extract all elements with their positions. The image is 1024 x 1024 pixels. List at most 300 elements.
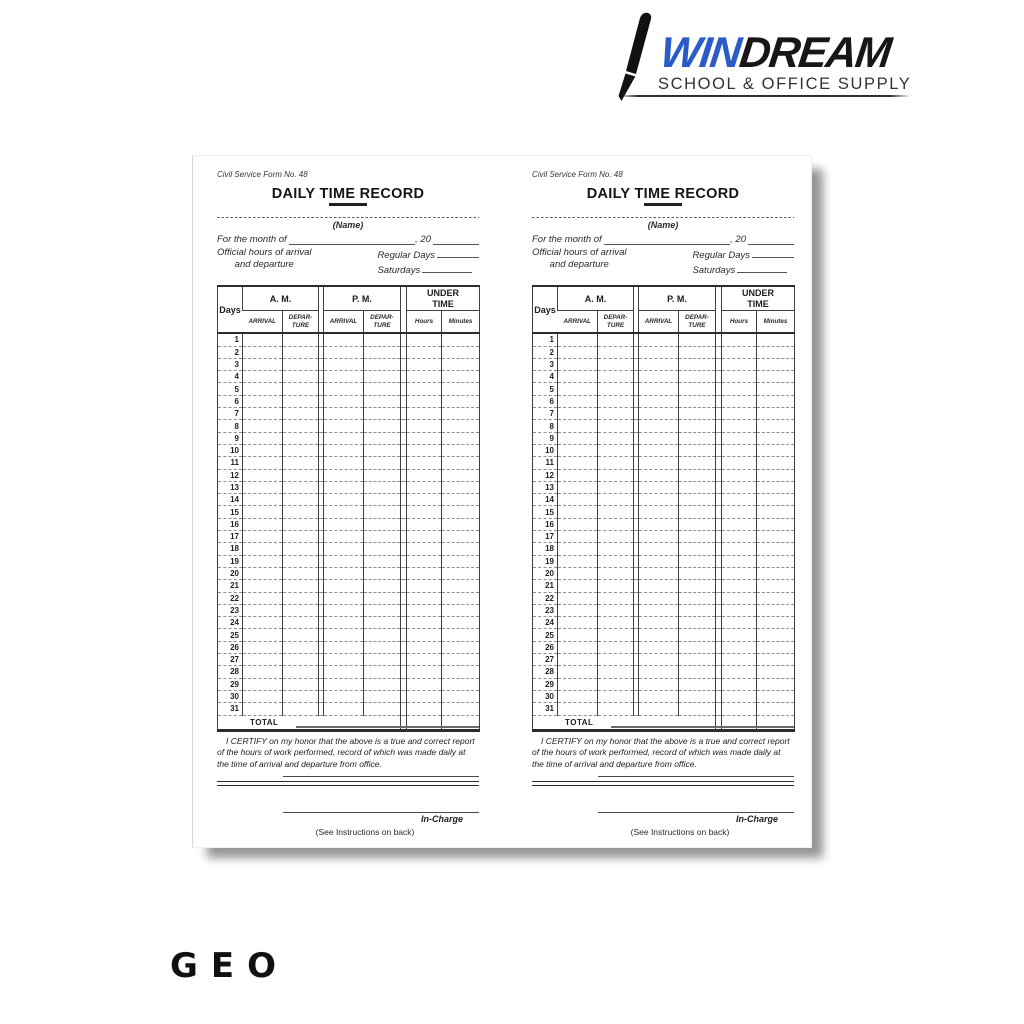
am-arrival-cell — [558, 469, 598, 481]
day-number-cell: 28 — [218, 666, 243, 678]
undertime-minutes-cell — [757, 592, 795, 604]
undertime-hours-cell — [407, 580, 442, 592]
form-number: Civil Service Form No. 48 — [217, 170, 308, 179]
day-row — [533, 617, 795, 629]
undertime-hours-cell — [722, 481, 757, 493]
undertime-hours-cell — [407, 420, 442, 432]
day-row — [533, 518, 795, 530]
pm-arrival-cell — [639, 506, 679, 518]
day-number-cell: 2 — [218, 346, 243, 358]
am-departure-cell — [283, 395, 319, 407]
name-dashed-rule — [217, 217, 479, 219]
pm-arrival-cell — [639, 395, 679, 407]
pm-departure-cell — [679, 580, 716, 592]
pm-departure-cell — [679, 518, 716, 530]
pm-arrival-cell — [324, 678, 364, 690]
day-row — [218, 555, 480, 567]
official-hours-line1: Official hours of arrival — [532, 247, 627, 259]
undertime-hours-cell — [722, 432, 757, 444]
certification-text: I CERTIFY on my honor that the above is a true and correct report of the hours of work performed, record of which was made daily at the time of arrival and departure from office. — [217, 735, 475, 769]
day-number-cell: 22 — [218, 592, 243, 604]
undertime-minutes-cell — [442, 346, 480, 358]
day-row — [218, 481, 480, 493]
time-record-table — [532, 285, 795, 731]
day-row — [533, 666, 795, 678]
year-blank-line — [748, 234, 794, 245]
pm-departure-cell — [679, 703, 716, 715]
pm-arrival-cell — [324, 371, 364, 383]
am-arrival-cell — [558, 703, 598, 715]
am-departure-cell — [283, 420, 319, 432]
pm-arrival-header: ARRIVAL — [639, 311, 679, 334]
day-number-cell: 16 — [218, 518, 243, 530]
official-hours-block — [217, 247, 479, 277]
undertime-hours-cell — [722, 654, 757, 666]
total-hours-cell — [722, 715, 757, 730]
undertime-hours-cell — [722, 469, 757, 481]
pm-arrival-cell — [324, 604, 364, 616]
am-arrival-cell — [243, 641, 283, 653]
pm-departure-cell — [364, 371, 401, 383]
pm-departure-cell — [364, 346, 401, 358]
pm-arrival-cell — [639, 617, 679, 629]
pm-arrival-cell — [324, 592, 364, 604]
day-number-cell: 4 — [218, 371, 243, 383]
day-rows — [533, 333, 795, 715]
dtr-form — [532, 170, 794, 837]
am-arrival-cell — [243, 654, 283, 666]
pm-arrival-cell — [639, 580, 679, 592]
undertime-hours-cell — [407, 358, 442, 370]
am-arrival-cell — [558, 592, 598, 604]
am-departure-cell — [283, 580, 319, 592]
pm-departure-cell — [364, 383, 401, 395]
day-row — [218, 346, 480, 358]
saturdays-blank — [422, 262, 472, 273]
table-group-header-row — [218, 286, 480, 311]
month-blank-line — [604, 234, 730, 245]
undertime-hours-cell — [407, 641, 442, 653]
am-arrival-cell — [243, 358, 283, 370]
day-number-cell: 10 — [218, 444, 243, 456]
day-row — [218, 494, 480, 506]
signature-line — [598, 776, 795, 777]
undertime-minutes-cell — [442, 333, 480, 346]
undertime-minutes-cell — [442, 494, 480, 506]
total-minutes-cell — [757, 715, 795, 730]
brand-tagline: SCHOOL & OFFICE SUPPLY — [658, 75, 912, 93]
day-number-cell: 21 — [218, 580, 243, 592]
undertime-minutes-cell — [757, 444, 795, 456]
pm-arrival-cell — [639, 358, 679, 370]
day-row — [218, 469, 480, 481]
pm-departure-header: DEPAR- TURE — [364, 311, 401, 334]
am-departure-cell — [598, 383, 634, 395]
undertime-minutes-cell — [442, 617, 480, 629]
table-sub-header-row — [218, 311, 480, 334]
pm-departure-cell — [364, 432, 401, 444]
am-departure-cell — [598, 592, 634, 604]
minutes-header: Minutes — [757, 311, 795, 334]
am-arrival-cell — [243, 494, 283, 506]
am-arrival-cell — [558, 629, 598, 641]
undertime-hours-cell — [407, 506, 442, 518]
am-arrival-cell — [558, 543, 598, 555]
pm-arrival-cell — [324, 531, 364, 543]
am-departure-cell — [283, 408, 319, 420]
am-arrival-header: ARRIVAL — [248, 317, 277, 325]
am-departure-cell — [598, 358, 634, 370]
undertime-minutes-cell — [442, 358, 480, 370]
pm-departure-cell — [364, 629, 401, 641]
in-charge-signature-line — [598, 812, 795, 813]
day-row — [218, 580, 480, 592]
am-arrival-cell — [558, 666, 598, 678]
am-arrival-cell — [558, 358, 598, 370]
official-hours-line1: Official hours of arrival — [217, 247, 312, 259]
day-number-cell: 7 — [218, 408, 243, 420]
am-arrival-cell — [558, 481, 598, 493]
am-arrival-cell — [243, 371, 283, 383]
day-number-cell: 19 — [533, 555, 558, 567]
am-arrival-cell — [243, 333, 283, 346]
day-row — [218, 592, 480, 604]
am-arrival-cell — [558, 408, 598, 420]
saturdays-line — [692, 262, 794, 277]
undertime-header: UNDER TIME — [407, 286, 480, 311]
am-departure-cell — [598, 567, 634, 579]
day-row — [218, 703, 480, 715]
pm-departure-cell — [679, 346, 716, 358]
day-number-cell: 3 — [218, 358, 243, 370]
pm-arrival-cell — [324, 641, 364, 653]
pm-arrival-cell — [324, 358, 364, 370]
pm-departure-cell — [364, 444, 401, 456]
day-row — [533, 678, 795, 690]
pm-departure-cell — [679, 617, 716, 629]
pm-departure-header: DEPAR- TURE — [679, 311, 716, 334]
undertime-minutes-cell — [757, 543, 795, 555]
day-row — [218, 457, 480, 469]
undertime-minutes-cell — [442, 604, 480, 616]
saturdays-label: Saturdays — [377, 265, 421, 277]
month-line — [532, 233, 794, 245]
undertime-minutes-cell — [757, 580, 795, 592]
month-label: For the month of — [217, 234, 287, 246]
undertime-minutes-cell — [757, 457, 795, 469]
day-row — [218, 617, 480, 629]
day-number-cell: 31 — [218, 703, 243, 715]
pm-arrival-cell — [324, 408, 364, 420]
am-arrival-cell — [243, 543, 283, 555]
am-departure-cell — [598, 555, 634, 567]
undertime-minutes-cell — [757, 666, 795, 678]
am-departure-cell — [598, 481, 634, 493]
am-arrival-cell — [243, 617, 283, 629]
undertime-hours-cell — [407, 371, 442, 383]
undertime-hours-cell — [407, 666, 442, 678]
undertime-hours-cell — [722, 641, 757, 653]
day-row — [218, 395, 480, 407]
am-departure-cell — [598, 531, 634, 543]
day-row — [218, 543, 480, 555]
undertime-hours-cell — [722, 580, 757, 592]
undertime-minutes-cell — [442, 395, 480, 407]
day-number-cell: 2 — [533, 346, 558, 358]
pm-departure-cell — [679, 592, 716, 604]
day-row — [218, 531, 480, 543]
pm-departure-cell — [679, 481, 716, 493]
undertime-hours-cell — [722, 567, 757, 579]
day-row — [218, 629, 480, 641]
am-departure-cell — [283, 531, 319, 543]
day-row — [218, 518, 480, 530]
undertime-minutes-cell — [442, 469, 480, 481]
undertime-hours-cell — [722, 678, 757, 690]
day-row — [533, 481, 795, 493]
day-number-cell: 9 — [218, 432, 243, 444]
undertime-minutes-cell — [442, 481, 480, 493]
undertime-minutes-cell — [442, 592, 480, 604]
am-departure-cell — [598, 346, 634, 358]
undertime-hours-cell — [722, 543, 757, 555]
table-sub-header-row — [533, 311, 795, 334]
day-number-cell: 6 — [533, 395, 558, 407]
day-row — [218, 690, 480, 702]
day-row — [533, 506, 795, 518]
undertime-hours-cell — [722, 494, 757, 506]
pm-arrival-cell — [324, 567, 364, 579]
am-arrival-cell — [558, 457, 598, 469]
day-number-cell: 28 — [533, 666, 558, 678]
am-departure-cell — [283, 567, 319, 579]
pm-arrival-cell — [639, 666, 679, 678]
year-prefix: , 20 — [730, 234, 746, 246]
am-departure-cell — [598, 469, 634, 481]
dtr-form-sheet — [192, 155, 812, 848]
day-number-cell: 13 — [533, 481, 558, 493]
undertime-minutes-cell — [442, 420, 480, 432]
pm-departure-cell — [364, 567, 401, 579]
pm-arrival-cell — [639, 654, 679, 666]
am-departure-cell — [598, 371, 634, 383]
am-departure-cell — [598, 518, 634, 530]
undertime-minutes-cell — [442, 457, 480, 469]
am-arrival-cell — [243, 457, 283, 469]
day-number-cell: 24 — [218, 617, 243, 629]
undertime-header: UNDER TIME — [722, 286, 795, 311]
pm-arrival-cell — [324, 518, 364, 530]
undertime-hours-cell — [407, 531, 442, 543]
undertime-hours-cell — [407, 592, 442, 604]
day-number-cell: 8 — [218, 420, 243, 432]
day-number-cell: 4 — [533, 371, 558, 383]
am-arrival-cell — [558, 531, 598, 543]
undertime-minutes-cell — [757, 641, 795, 653]
name-dashed-rule — [532, 217, 794, 219]
form-number: Civil Service Form No. 48 — [532, 170, 623, 179]
hours-header: Hours — [722, 311, 757, 334]
day-row — [218, 654, 480, 666]
form-title: DAILY TIME RECORD — [586, 186, 740, 202]
undertime-minutes-cell — [757, 420, 795, 432]
days-header: Days — [218, 286, 243, 333]
am-departure-cell — [283, 481, 319, 493]
day-number-cell: 22 — [533, 592, 558, 604]
day-number-cell: 9 — [533, 432, 558, 444]
undertime-hours-cell — [407, 703, 442, 715]
undertime-hours-cell — [407, 518, 442, 530]
undertime-hours-cell — [722, 592, 757, 604]
day-row — [533, 408, 795, 420]
am-arrival-cell — [243, 604, 283, 616]
pm-departure-cell — [364, 641, 401, 653]
day-row — [218, 333, 480, 346]
day-row — [218, 444, 480, 456]
pm-arrival-cell — [324, 580, 364, 592]
day-row — [533, 383, 795, 395]
undertime-hours-cell — [407, 678, 442, 690]
am-departure-cell — [283, 346, 319, 358]
official-hours-line2: and departure — [234, 259, 294, 271]
undertime-minutes-cell — [757, 494, 795, 506]
title-underline — [644, 203, 682, 206]
day-row — [533, 395, 795, 407]
day-number-cell: 12 — [533, 469, 558, 481]
pm-departure-cell — [364, 420, 401, 432]
day-number-cell: 27 — [218, 654, 243, 666]
am-arrival-cell — [558, 420, 598, 432]
regular-days-line — [377, 247, 479, 262]
table-group-header-row — [533, 286, 795, 311]
am-departure-cell — [283, 371, 319, 383]
pm-departure-cell — [364, 580, 401, 592]
am-arrival-cell — [243, 444, 283, 456]
am-header: A. M. — [243, 286, 319, 311]
am-arrival-cell — [558, 678, 598, 690]
pm-departure-cell — [364, 543, 401, 555]
undertime-minutes-cell — [757, 654, 795, 666]
total-underline — [296, 726, 479, 728]
pm-arrival-cell — [324, 654, 364, 666]
undertime-hours-cell — [407, 494, 442, 506]
am-departure-cell — [283, 690, 319, 702]
day-row — [533, 580, 795, 592]
signature-line — [283, 776, 480, 777]
day-row — [533, 346, 795, 358]
pm-departure-cell — [679, 690, 716, 702]
undertime-hours-cell — [407, 346, 442, 358]
pm-departure-cell — [679, 654, 716, 666]
undertime-hours-cell — [722, 690, 757, 702]
day-row — [218, 371, 480, 383]
pm-departure-cell — [364, 494, 401, 506]
pm-departure-cell — [364, 395, 401, 407]
am-departure-cell — [598, 666, 634, 678]
day-number-cell: 25 — [218, 629, 243, 641]
am-departure-cell — [283, 592, 319, 604]
am-departure-cell — [283, 654, 319, 666]
table-wrap — [532, 285, 794, 731]
pm-departure-cell — [679, 408, 716, 420]
undertime-hours-cell — [722, 333, 757, 346]
time-record-table — [217, 285, 480, 731]
day-row — [533, 592, 795, 604]
am-arrival-cell — [243, 592, 283, 604]
pm-arrival-cell — [639, 383, 679, 395]
am-departure-header: DEPAR- TURE — [283, 311, 319, 334]
day-row — [533, 494, 795, 506]
undertime-minutes-cell — [442, 432, 480, 444]
pm-departure-cell — [364, 703, 401, 715]
am-departure-cell — [283, 555, 319, 567]
day-row — [218, 506, 480, 518]
day-number-cell: 13 — [218, 481, 243, 493]
pm-arrival-cell — [639, 592, 679, 604]
pm-arrival-cell — [639, 432, 679, 444]
pen-icon — [614, 12, 658, 104]
brand-wordmark — [657, 29, 912, 94]
divider-rule — [532, 781, 794, 786]
am-arrival-cell — [243, 383, 283, 395]
pm-departure-cell — [679, 444, 716, 456]
day-row — [218, 408, 480, 420]
undertime-hours-cell — [407, 654, 442, 666]
undertime-minutes-cell — [442, 408, 480, 420]
day-row — [533, 654, 795, 666]
day-number-cell: 29 — [533, 678, 558, 690]
am-departure-cell — [283, 617, 319, 629]
undertime-hours-cell — [407, 690, 442, 702]
undertime-minutes-cell — [442, 580, 480, 592]
pm-departure-cell — [679, 457, 716, 469]
brand-name-dream: DREAM — [736, 29, 893, 77]
am-arrival-cell — [243, 395, 283, 407]
undertime-hours-cell — [722, 666, 757, 678]
pm-departure-cell — [679, 494, 716, 506]
am-arrival-cell — [558, 641, 598, 653]
am-arrival-cell — [243, 629, 283, 641]
undertime-hours-cell — [407, 481, 442, 493]
day-number-cell: 1 — [533, 333, 558, 346]
am-arrival-cell — [243, 432, 283, 444]
undertime-hours-cell — [722, 444, 757, 456]
day-row — [533, 604, 795, 616]
day-row — [533, 420, 795, 432]
pm-arrival-cell — [324, 420, 364, 432]
pm-arrival-cell — [324, 395, 364, 407]
undertime-hours-cell — [722, 555, 757, 567]
am-departure-cell — [598, 543, 634, 555]
pm-departure-cell — [679, 641, 716, 653]
day-number-cell: 26 — [533, 641, 558, 653]
am-departure-cell — [598, 678, 634, 690]
pm-departure-cell — [679, 555, 716, 567]
pm-departure-cell — [679, 604, 716, 616]
day-number-cell: 8 — [533, 420, 558, 432]
am-departure-cell — [283, 604, 319, 616]
pm-arrival-cell — [324, 469, 364, 481]
am-departure-cell — [283, 469, 319, 481]
undertime-minutes-cell — [757, 408, 795, 420]
am-departure-cell — [598, 333, 634, 346]
pm-arrival-cell — [324, 543, 364, 555]
undertime-minutes-cell — [757, 506, 795, 518]
day-number-cell: 23 — [218, 604, 243, 616]
undertime-minutes-cell — [442, 703, 480, 715]
pm-arrival-header: ARRIVAL — [324, 311, 364, 334]
undertime-hours-cell — [407, 617, 442, 629]
